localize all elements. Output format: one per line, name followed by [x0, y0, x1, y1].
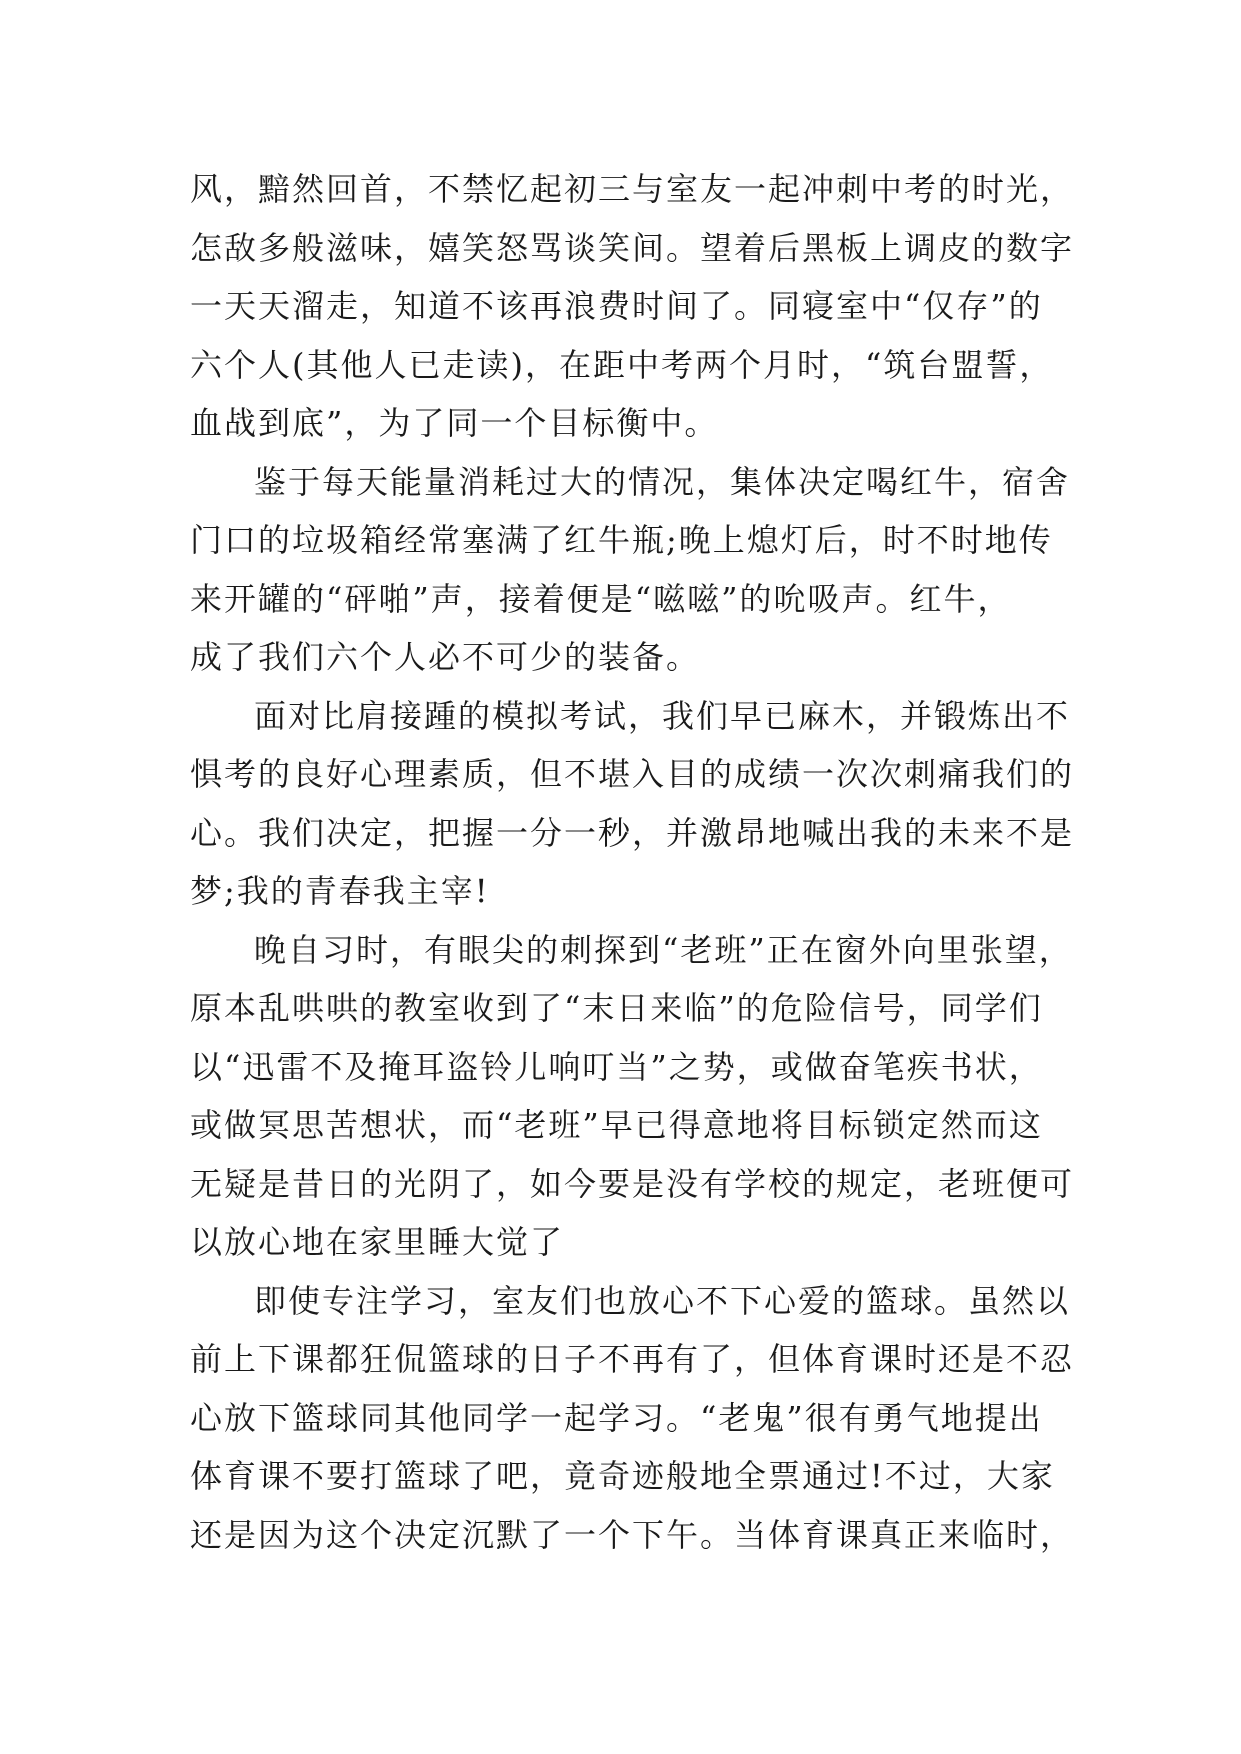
text-line: 即使专注学习，室友们也放心不下心爱的篮球。虽然以 — [254, 1281, 1071, 1320]
text-line: 风，黯然回首，不禁忆起初三与室友一起冲刺中考的时光， — [190, 170, 1075, 208]
text-line: 血战到底”，为了同一个目标衡中。 — [190, 404, 719, 442]
text-line: 心放下篮球同其他同学一起学习。“老鬼”很有勇气地提出 — [190, 1398, 1043, 1437]
text-line: 以“迅雷不及掩耳盗铃儿响叮当”之势，或做奋笔疾书状， — [190, 1047, 1043, 1086]
text-line: 六个人(其他人已走读)，在距中考两个月时，“筑台盟誓， — [190, 345, 1054, 384]
text-line: 晚自习时，有眼尖的刺探到“老班”正在窗外向里张望， — [254, 930, 1073, 969]
text-line: 原本乱哄哄的教室收到了“末日来临”的危险信号，同学们 — [190, 989, 1043, 1027]
paragraph — [190, 1272, 1075, 1565]
text-line: 鉴于每天能量消耗过大的情况，集体决定喝红牛，宿舍 — [254, 462, 1071, 501]
text-line: 前上下课都狂侃篮球的日子不再有了，但体育课时还是不忍 — [190, 1340, 1075, 1378]
paragraph — [190, 160, 1075, 453]
text-line: 来开罐的“砰啪”声，接着便是“嗞嗞”的吮吸声。红牛， — [190, 579, 1012, 618]
text-line: 以放心地在家里睡大觉了 — [190, 1223, 565, 1261]
text-line: 梦;我的青春我主宰! — [190, 872, 490, 910]
text-line: 成了我们六个人必不可少的装备。 — [190, 638, 701, 676]
body-text — [190, 160, 1075, 1564]
text-line: 心。我们决定，把握一分一秒，并激昂地喊出我的未来不是 — [190, 813, 1075, 852]
text-line: 门口的垃圾箱经常塞满了红牛瓶;晚上熄灯后，时不时地传 — [190, 521, 1053, 559]
paragraph — [190, 921, 1075, 1272]
text-line: 面对比肩接踵的模拟考试，我们早已麻木，并锻炼出不 — [254, 696, 1071, 735]
text-line: 怎敌多般滋味，嬉笑怒骂谈笑间。望着后黑板上调皮的数字 — [190, 228, 1075, 267]
text-line: 无疑是昔日的光阴了，如今要是没有学校的规定，老班便可 — [190, 1164, 1075, 1203]
text-line: 或做冥思苦想状，而“老班”早已得意地将目标锁定然而这 — [190, 1106, 1043, 1144]
text-line: 一天天溜走，知道不该再浪费时间了。同寝室中“仅存”的 — [190, 287, 1043, 325]
paragraph — [190, 453, 1070, 687]
text-line: 还是因为这个决定沉默了一个下午。当体育课真正来临时， — [190, 1515, 1075, 1554]
paragraph — [190, 687, 1075, 921]
text-line: 体育课不要打篮球了吧，竟奇迹般地全票通过!不过，大家 — [190, 1457, 1055, 1495]
text-line: 惧考的良好心理素质，但不堪入目的成绩一次次刺痛我们的 — [190, 755, 1075, 793]
